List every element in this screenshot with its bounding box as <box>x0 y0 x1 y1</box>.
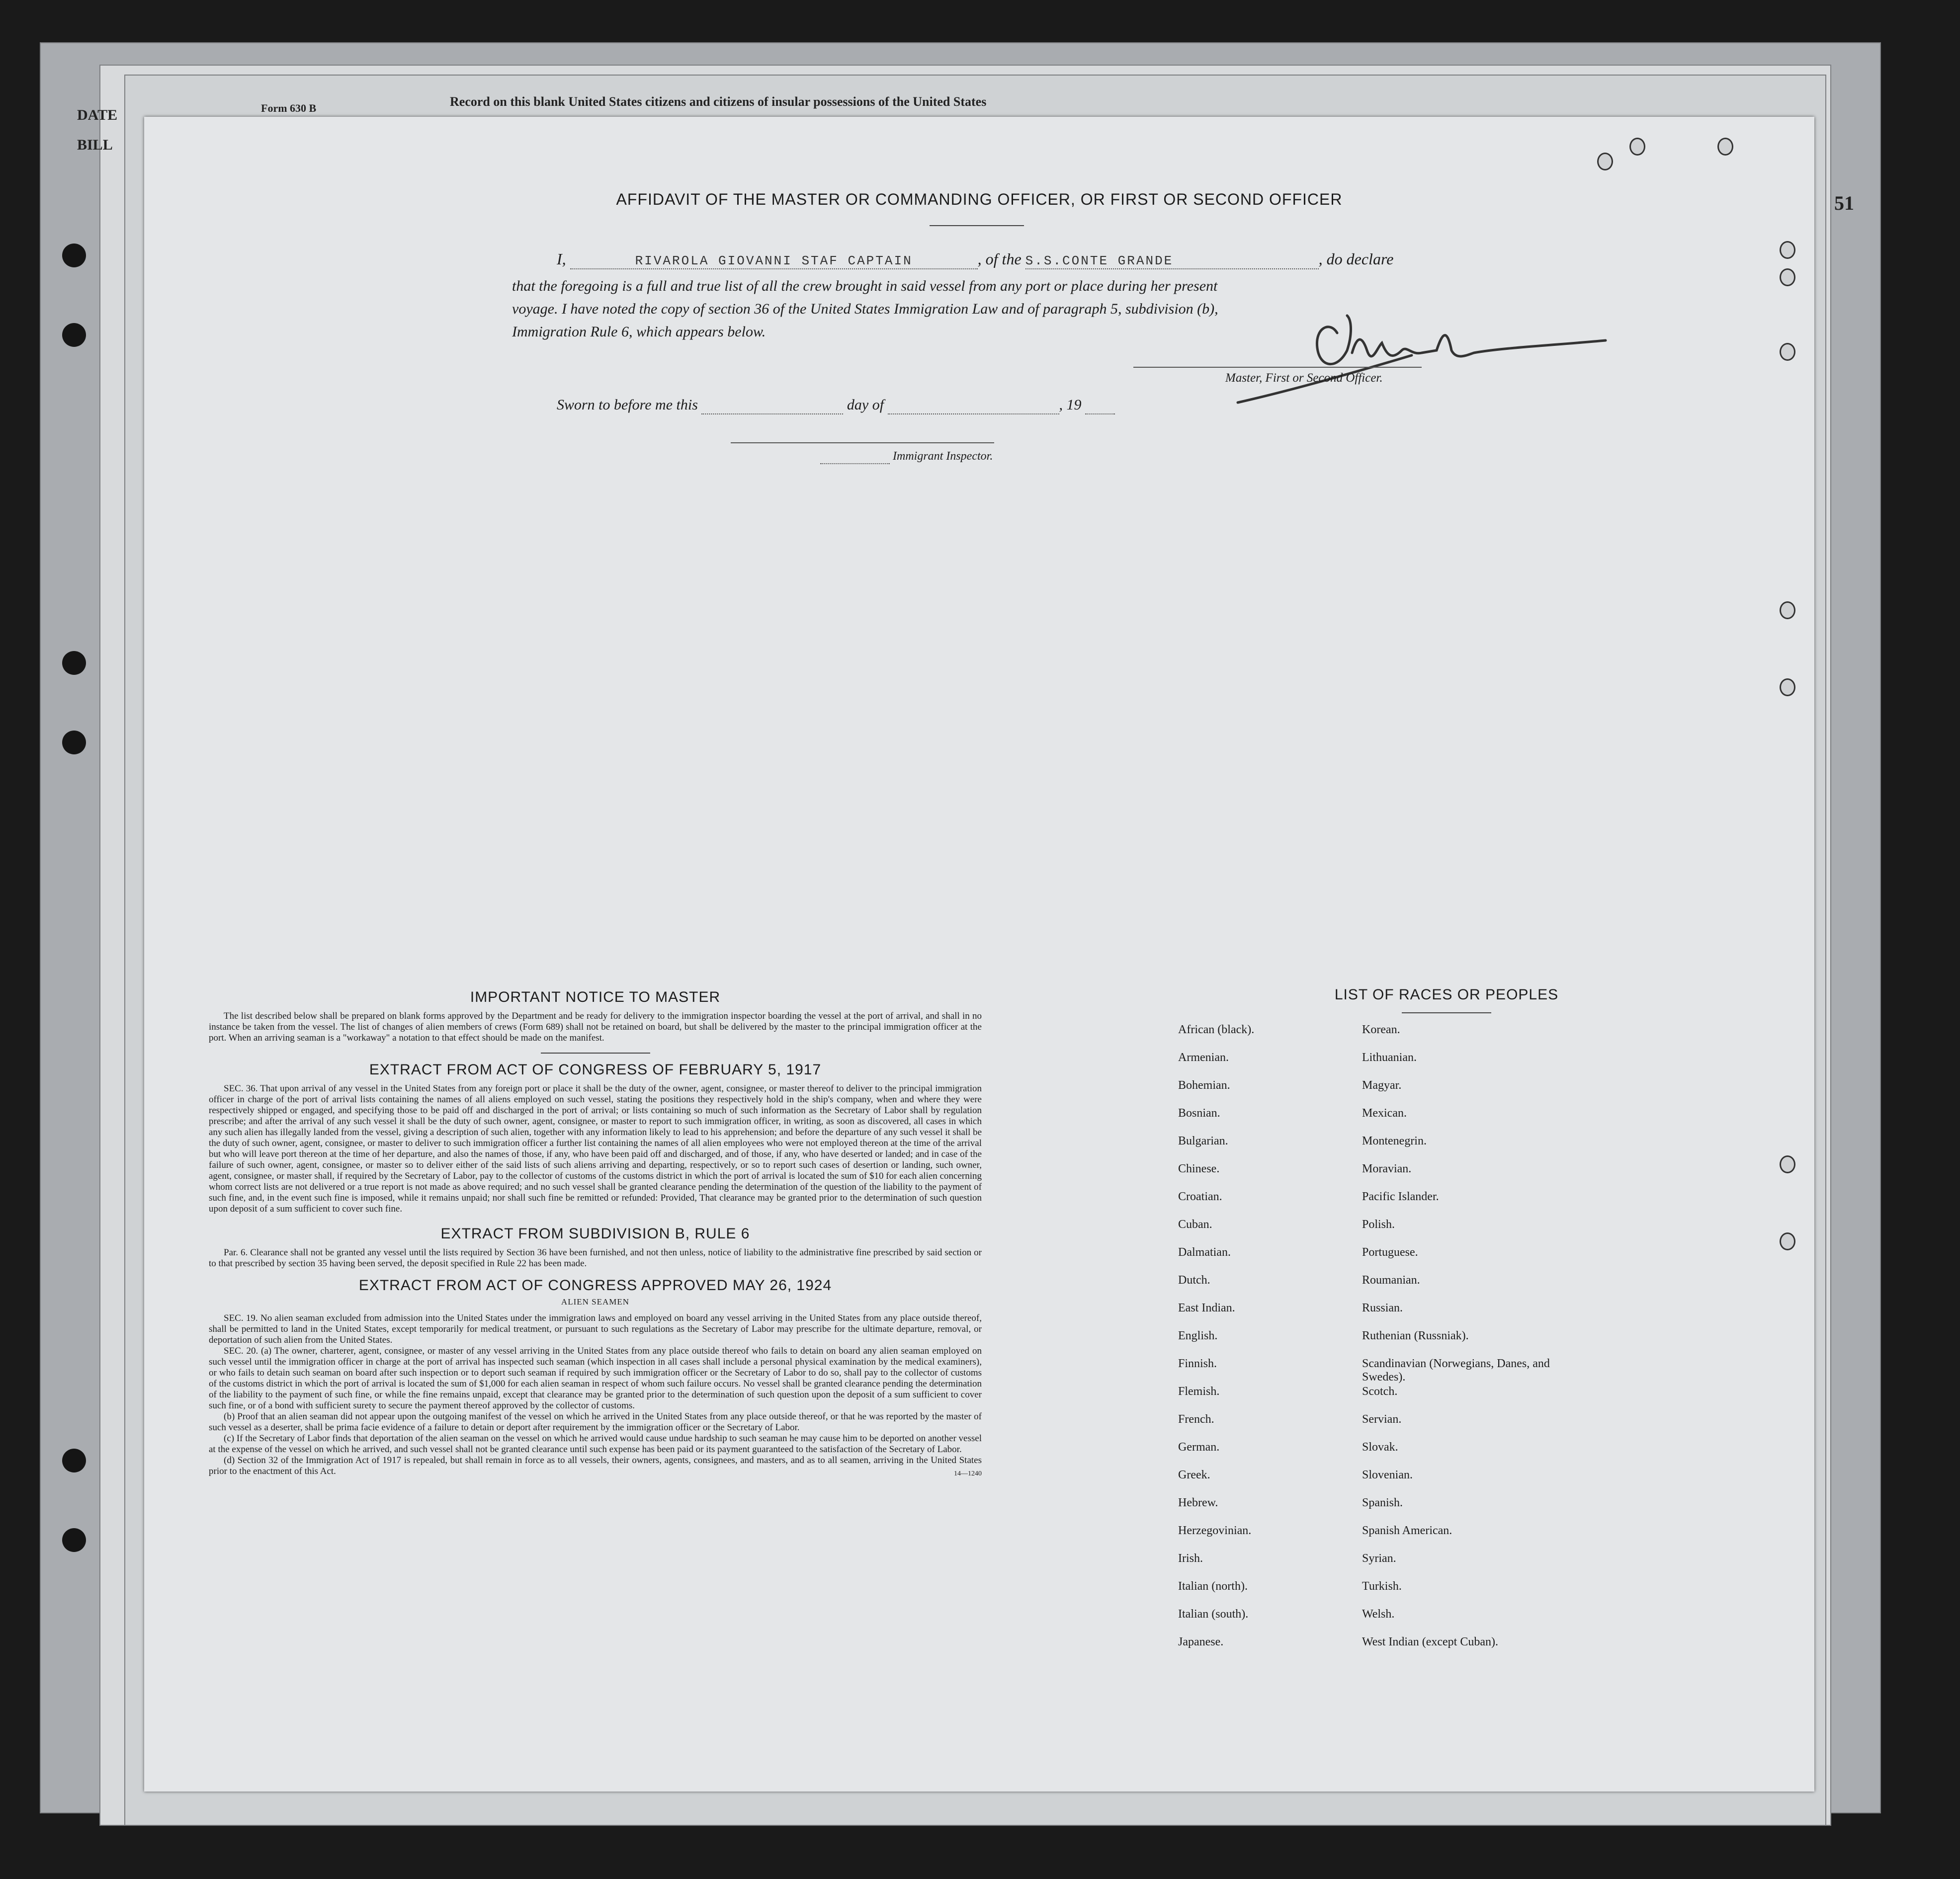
alien-seamen-subtitle: ALIEN SEAMEN <box>561 1297 630 1307</box>
race-row <box>1178 1302 1561 1329</box>
sworn-year-field <box>1085 397 1115 414</box>
race-row <box>1178 1413 1561 1441</box>
extract-rule6-text: Par. 6. Clearance shall not be granted any vessel until the lists required by Section 36 have been furnished, and not then unless, notice of liability to the administrative fine prescribed by said section or to that prescribed by section 35 having been served, the deposit specified in Rule 22 has been made. <box>209 1247 982 1269</box>
day-of-label: day of <box>847 397 884 413</box>
race-entry: Irish. <box>1178 1552 1203 1565</box>
sworn-prefix: Sworn to before me this <box>557 397 698 413</box>
race-entry: Spanish. <box>1362 1496 1403 1509</box>
extract-1924-sec20b: (b) Proof that an alien seaman did not appear upon the outgoing manifest of the vessel on which he arrived in the United States from any place outside thereof, or that he was reported by the master of such vessel as a deserter, shall be prima facie evidence of a failure to detain or deport after requirement by the immigration officer or the Secretary of Labor. <box>209 1411 982 1433</box>
race-entry: Armenian. <box>1178 1051 1229 1064</box>
race-row <box>1178 1274 1561 1302</box>
sworn-day-field <box>701 397 843 414</box>
extract-1924-sec20a: SEC. 20. (a) The owner, charterer, agent, consignee, or master of any vessel arriving in the United States from any place outside thereof who fails to detain on board any alien seaman employed on such vessel until the immigration officer in charge at the port of arrival has inspected such seaman (which inspection in all cases shall include a personal physical examination by the medical examiners), or who fails to detain such seaman on board after such inspection or to deport such seaman if required by such immigration officer or the Secretary of Labor to do so, shall pay to the collector of customs of the customs district in which the port of arrival is located the sum of $1,000 for each alien seaman in respect of whom such failure occurs. No vessel shall be granted clearance pending the determination of the liability to the payment of such fine, or while the fine remains unpaid, except that clearance may be granted prior to the determination of such question upon the deposit of a sum sufficient to cover such fine, or of a bond with sufficient surety to secure the payment thereof approved by the collector of customs. <box>209 1346 982 1411</box>
punch-mark <box>1780 268 1795 286</box>
back-record-line: Record on this blank United States citizens and citizens of insular possessions of the United States <box>450 94 987 109</box>
back-form-number: Form 630 B <box>261 102 317 114</box>
affidavit-prefix: I, <box>557 250 566 268</box>
race-row <box>1178 1357 1561 1385</box>
race-entry: French. <box>1178 1413 1214 1426</box>
race-entry: Pacific Islander. <box>1362 1190 1439 1203</box>
binder-hole <box>62 244 86 267</box>
race-entry: African (black). <box>1178 1023 1255 1036</box>
race-entry: Montenegrin. <box>1362 1135 1427 1147</box>
punch-mark <box>1780 1155 1795 1173</box>
race-row <box>1178 1329 1561 1357</box>
section-divider <box>541 1053 650 1054</box>
notice-column <box>209 989 982 1478</box>
race-entry: Finnish. <box>1178 1357 1217 1370</box>
race-entry: Cuban. <box>1178 1218 1212 1231</box>
race-entry: West Indian (except Cuban). <box>1362 1635 1498 1648</box>
affidavit-body-line: that the foregoing is a full and true list of all the crew brought in said vessel from any port or place during her present <box>512 278 1218 294</box>
race-row <box>1178 1051 1561 1079</box>
race-entry: Scotch. <box>1362 1385 1398 1398</box>
binder-hole <box>62 731 86 754</box>
race-row <box>1178 1023 1561 1051</box>
sworn-month-field <box>888 397 1059 414</box>
race-entry: Herzegovinian. <box>1178 1524 1252 1537</box>
notice-text: The list described below shall be prepared on blank forms approved by the Department and be ready for delivery to the immigration inspector boarding the vessel at the port of arrival, and shall in no instance be taken from the vessel. The list of changes of alien members of crews (Form 689) shall not be retained on board, but shall be delivered by the master to the principal immigration officer at the port. When an arriving seaman is a "workaway" a notation to that effect should be made on the manifest. <box>209 1011 982 1043</box>
extract-1924-title: EXTRACT FROM ACT OF CONGRESS APPROVED MAY 26, 1924 <box>358 1277 832 1294</box>
extract-1917-title: EXTRACT FROM ACT OF CONGRESS OF FEBRUARY 5, 1917 <box>369 1062 822 1078</box>
vessel-name-field <box>1025 250 1319 269</box>
race-entry: Greek. <box>1178 1469 1210 1481</box>
race-entry: Flemish. <box>1178 1385 1220 1398</box>
officer-signature-line <box>1133 367 1422 368</box>
race-row <box>1178 1608 1561 1635</box>
race-entry: Portuguese. <box>1362 1246 1418 1259</box>
race-entry: Dalmatian. <box>1178 1246 1231 1259</box>
race-row <box>1178 1218 1561 1246</box>
race-row <box>1178 1107 1561 1135</box>
officer-signature <box>1203 306 1650 415</box>
race-entry: Italian (south). <box>1178 1608 1249 1621</box>
race-entry: Ruthenian (Russniak). <box>1362 1329 1469 1342</box>
race-entry: Mexican. <box>1362 1107 1407 1120</box>
race-entry: English. <box>1178 1329 1218 1342</box>
race-entry: Russian. <box>1362 1302 1403 1314</box>
race-row <box>1178 1580 1561 1608</box>
race-entry: Hebrew. <box>1178 1496 1218 1509</box>
race-entry: East Indian. <box>1178 1302 1235 1314</box>
inspector-name-field <box>820 450 890 464</box>
vessel-name-value: S.S.CONTE GRANDE <box>1025 253 1174 268</box>
race-entry: Servian. <box>1362 1413 1402 1426</box>
sworn-line <box>557 397 1115 414</box>
extract-1924-sec19: SEC. 19. No alien seaman excluded from admission into the United States under the immigration laws and employed on board any vessel arriving in the United States from any place outside thereof, shall be permitted to land in the United States, except temporarily for medical treatment, or pursuant to such regulations as the Secretary of Labor may prescribe for the ultimate departure, removal, or deportation of such alien from the United States. <box>209 1313 982 1345</box>
race-entry: Dutch. <box>1178 1274 1210 1287</box>
race-row <box>1178 1079 1561 1107</box>
punch-mark <box>1597 153 1613 170</box>
binder-hole <box>62 651 86 675</box>
punch-mark <box>1780 678 1795 696</box>
race-row <box>1178 1246 1561 1274</box>
race-row <box>1178 1552 1561 1580</box>
race-entry: Bosnian. <box>1178 1107 1220 1120</box>
races-title: LIST OF RACES OR PEOPLES <box>1334 986 1559 1003</box>
race-row <box>1178 1469 1561 1496</box>
back-corner-number: 51 <box>1834 192 1854 214</box>
race-entry: Scandinavian (Norwegians, Danes, and Swedes). <box>1362 1357 1550 1384</box>
race-entry: Japanese. <box>1178 1635 1224 1648</box>
punch-mark <box>1780 1232 1795 1250</box>
race-entry: Roumanian. <box>1362 1274 1420 1287</box>
race-entry: Polish. <box>1362 1218 1395 1231</box>
punch-mark <box>1629 138 1645 156</box>
race-entry: Bohemian. <box>1178 1079 1230 1092</box>
race-row <box>1178 1190 1561 1218</box>
race-entry: Welsh. <box>1362 1608 1395 1621</box>
binder-hole <box>62 1449 86 1472</box>
master-name-field <box>570 250 978 269</box>
binder-hole <box>62 323 86 347</box>
race-entry: Chinese. <box>1178 1162 1220 1175</box>
do-declare-label: , do declare <box>1318 250 1394 268</box>
race-row <box>1178 1524 1561 1552</box>
extract-rule6-title: EXTRACT FROM SUBDIVISION B, RULE 6 <box>440 1225 750 1242</box>
race-row <box>1178 1496 1561 1524</box>
race-entry: Slovak. <box>1362 1441 1398 1454</box>
race-entry: German. <box>1178 1441 1220 1454</box>
year-prefix: , 19 <box>1059 397 1082 413</box>
race-row <box>1178 1385 1561 1413</box>
race-entry: Moravian. <box>1362 1162 1412 1175</box>
back-bill-label: BILL <box>77 137 113 153</box>
race-entry: Slovenian. <box>1362 1469 1413 1481</box>
of-the-label: , of the <box>977 250 1022 268</box>
notice-title: IMPORTANT NOTICE TO MASTER <box>470 989 721 1005</box>
form-code: 14—1240 <box>954 1470 982 1477</box>
punch-mark <box>1780 343 1795 361</box>
race-entry: Syrian. <box>1362 1552 1396 1565</box>
race-entry: Magyar. <box>1362 1079 1402 1092</box>
races-divider <box>1402 1012 1491 1013</box>
inspector-caption-line <box>820 450 993 464</box>
race-entry: Lithuanian. <box>1362 1051 1417 1064</box>
master-name-value: RIVAROLA GIOVANNI STAF CAPTAIN <box>635 253 913 268</box>
race-entry: Croatian. <box>1178 1190 1222 1203</box>
race-entry: Italian (north). <box>1178 1580 1248 1593</box>
race-entry: Bulgarian. <box>1178 1135 1228 1147</box>
title-divider <box>930 225 1024 226</box>
race-entry: Korean. <box>1362 1023 1400 1036</box>
officer-caption: Master, First or Second Officer. <box>1225 371 1383 385</box>
race-row <box>1178 1441 1561 1469</box>
race-row <box>1178 1135 1561 1162</box>
punch-mark <box>1717 138 1733 156</box>
race-entry: Spanish American. <box>1362 1524 1452 1537</box>
binder-hole <box>62 1528 86 1552</box>
punch-mark <box>1780 241 1795 259</box>
affidavit-title: AFFIDAVIT OF THE MASTER OR COMMANDING OFFICER, OR FIRST OR SECOND OFFICER <box>616 190 1343 208</box>
affidavit-body-line: voyage. I have noted the copy of section 36 of the United States Immigration Law and of paragraph 5, subdivision (b), <box>512 301 1218 317</box>
affidavit-line-1 <box>557 250 1596 269</box>
affidavit-body-line: Immigration Rule 6, which appears below. <box>512 324 766 340</box>
punch-mark <box>1780 601 1795 619</box>
inspector-signature-line <box>731 442 994 443</box>
back-date-label: DATE <box>77 107 118 123</box>
extract-1917-text: SEC. 36. That upon arrival of any vessel in the United States from any foreign port or place it shall be the duty of the owner, agent, consignee, or master thereof to deliver to the principal immigration officer in charge of the port of arrival lists containing the names of all aliens employed on such vessel, stating the positions they respectively hold in the ship's company, when and where they were respectively shipped or engaged, and specifying those to be paid off and discharged in the port of arrival; or lists containing so much of such information as the Secretary of Labor shall by regulation prescribe; and after the arrival of any such vessel it shall be the duty of such owner, agent, consignee, or master to report to such immigration officer, in writing, as soon as discovered, all cases in which any such alien has illegally landed from the vessel, giving a description of such alien, together with any information likely to lead to his apprehension; and before the departure of any such vessel it shall be the duty of such owner, agent, consignee, or master to deliver to such immigration officer a further list containing the names of all alien employees who were not employed thereon at the time of the arrival but who will leave port thereon at the time of her departure, and also the names of those, if any, who have been paid off and discharged, and of those, if any, who have deserted or landed; and in case of the failure of such owner, agent, consignee, or master so to deliver either of the said lists of such aliens arriving and departing, respectively, or so to report such cases of desertion or landing, such owner, agent, consignee, or master shall, if required by the Secretary of Labor, pay to the collector of customs of the customs district in which the port of arrival is located the sum of $10 for each alien concerning whom correct lists are not delivered or a true report is not made as above required; and no such vessel shall be granted clearance pending the determination of the question of the liability to the payment of such fine, and, in the event such fine is imposed, while it remains unpaid; nor shall such fine be remitted or refunded: Provided, That clearance may be granted prior to the determination of such question upon deposit of a sum sufficient to cover such fine. <box>209 1083 982 1214</box>
race-entry: Turkish. <box>1362 1580 1402 1593</box>
extract-1924-sec20d: (d) Section 32 of the Immigration Act of 1917 is repealed, but shall remain in force as to all vessels, their owners, agents, consignees, and masters, and as to all seamen, arriving in the United States prior to the enactment of this Act. <box>209 1455 982 1476</box>
inspector-caption: Immigrant Inspector. <box>893 450 993 463</box>
extract-1924-sec20c: (c) If the Secretary of Labor finds that deportation of the alien seaman on the vessel on which he arrived would cause undue hardship to such seaman he may cause him to be deported on another vessel at the expense of the vessel on which he arrived, and such vessel shall not be granted clearance until such expense has been paid or its payment guaranteed to the satisfaction of the Secretary of Labor. <box>209 1433 982 1455</box>
races-column <box>1158 986 1735 1663</box>
race-row <box>1178 1162 1561 1190</box>
races-table <box>1178 1023 1561 1663</box>
affidavit-page <box>144 117 1814 1792</box>
race-row <box>1178 1635 1561 1663</box>
